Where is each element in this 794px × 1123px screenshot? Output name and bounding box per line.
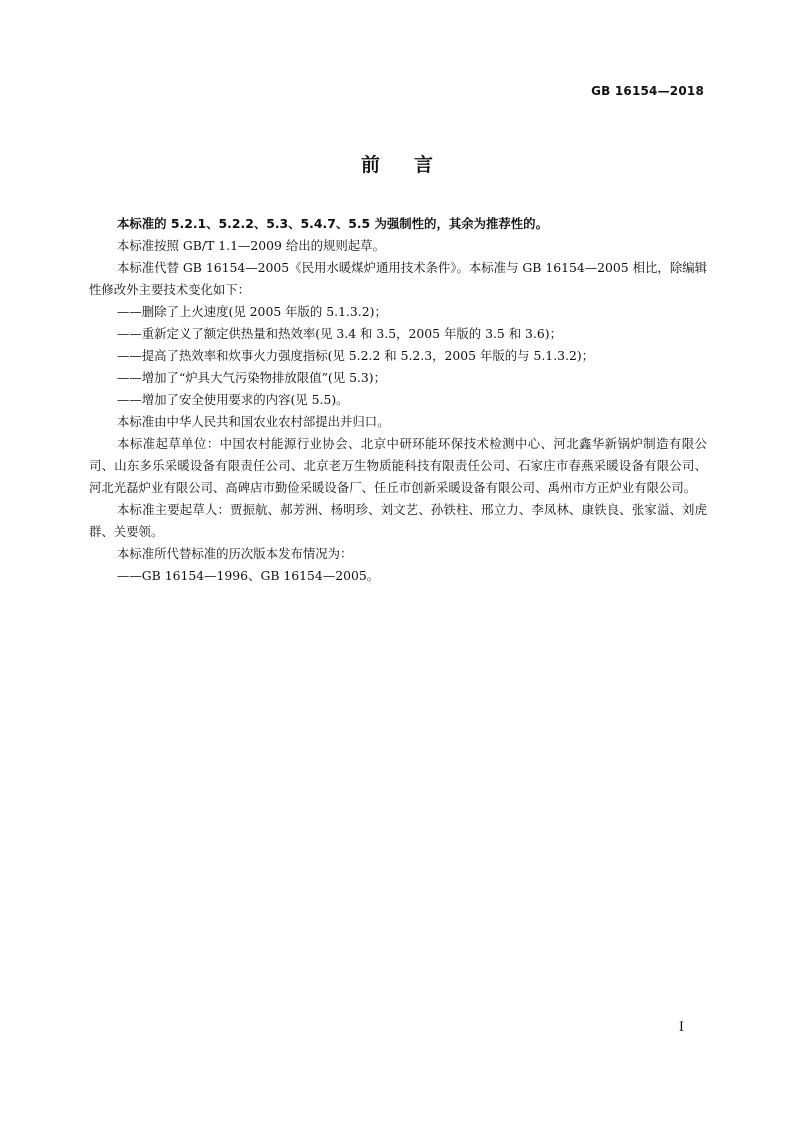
history-item: ——GB 16154—1996、GB 16154—2005。 [117,568,380,583]
page-title: 前言 [360,154,467,176]
replacement-paragraph: 本标准代替 GB 16154—2005《民用水暖煤炉通用技术条件》。本标准与 GB 16154—2005 相比，除编辑性修改外主要技术变化如下： [89,260,707,297]
change-item: ——增加了“炉具大气污染物排放限值”(见 5.3)； [117,370,387,385]
standard-number-header: GB 16154—2018 [591,84,704,98]
mandatory-clauses-paragraph: 本标准的 5.2.1、5.2.2、5.3、5.4.7、5.5 为强制性的，其余为推荐性的。 [117,216,548,231]
drafting-units-paragraph: 本标准起草单位：中国农村能源行业协会、北京中研环能环保技术检测中心、河北鑫华新锅炉制造有限公司、山东多乐采暖设备有限责任公司、北京老万生物质能科技有限责任公司、石家庄市春燕采暖设备有限公司、河北光磊炉业有限公司、高碑店市勤俭采暖设备厂、任丘市创新采暖设备有限公司、禹州市方正炉业有限公司。 [89,436,707,495]
drafters-paragraph: 本标准主要起草人：贾振航、郝芳洲、杨明珍、刘文艺、孙铁柱、邢立力、李凤林、康铁良、张家溢、刘虎群、关要领。 [89,502,707,539]
drafting-rules-paragraph: 本标准按照 GB/T 1.1—2009 给出的规则起草。 [117,238,385,253]
change-item: ——提高了热效率和炊事火力强度指标(见 5.2.2 和 5.2.3，2005 年版的与 5.1.3.2)； [117,348,595,363]
page-number: I [678,1020,684,1035]
proposer-paragraph: 本标准由中华人民共和国农业农村部提出并归口。 [117,414,390,429]
history-intro-paragraph: 本标准所代替标准的历次版本发布情况为： [117,546,353,561]
change-item: ——删除了上火速度(见 2005 年版的 5.1.3.2)； [117,304,387,319]
change-item: ——重新定义了额定供热量和热效率(见 3.4 和 3.5，2005 年版的 3.5 和 3.6)； [117,326,562,341]
document-body [89,213,707,587]
change-item: ——增加了安全使用要求的内容(见 5.5)。 [117,392,349,407]
